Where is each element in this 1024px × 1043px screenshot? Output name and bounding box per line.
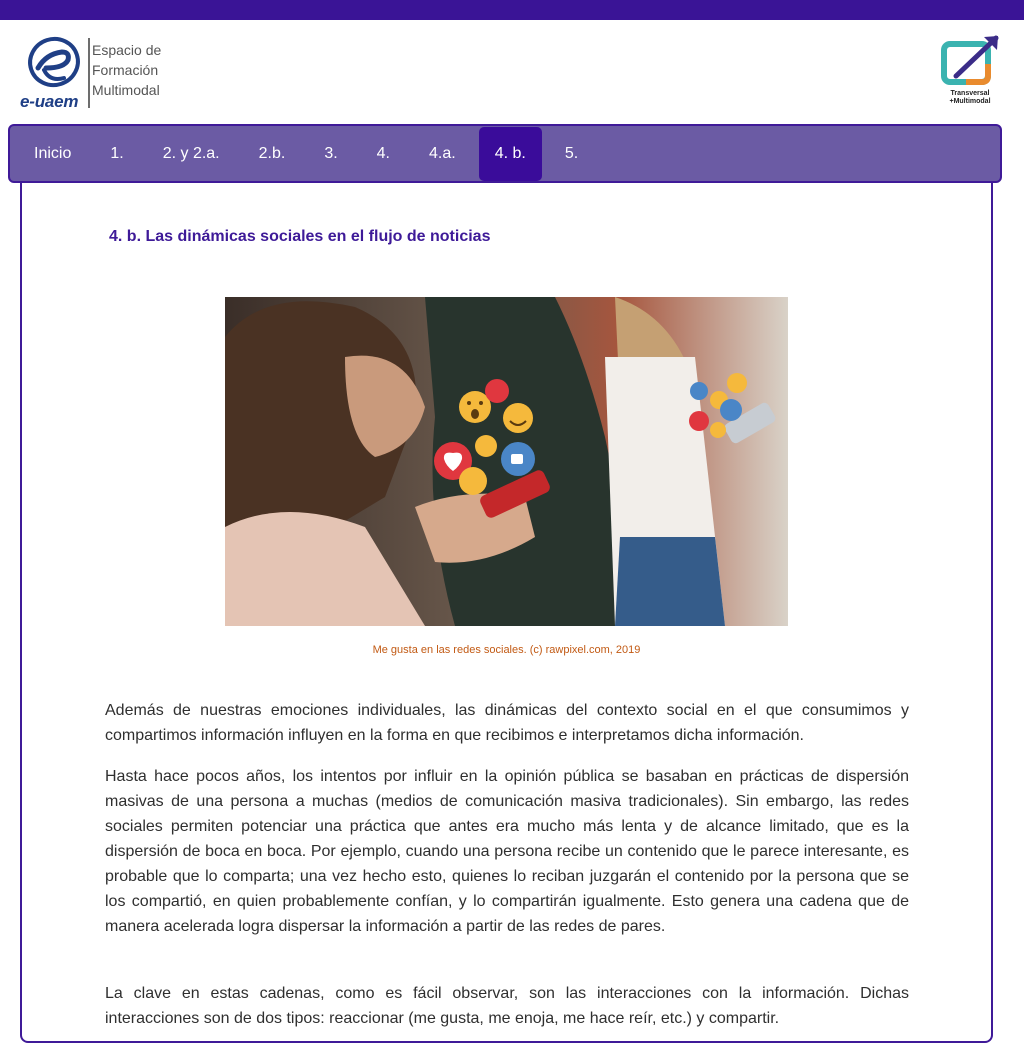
- nav-item-4b[interactable]: 4. b.: [479, 127, 542, 181]
- main-nav: [8, 124, 1002, 183]
- nav-item-inicio[interactable]: Inicio: [34, 144, 72, 162]
- transversal-logo-icon: [938, 34, 1002, 90]
- nav-item-1[interactable]: 1.: [110, 144, 124, 162]
- e-uaem-logo[interactable]: [20, 34, 180, 110]
- nav-item-2b[interactable]: 2.b.: [258, 144, 286, 162]
- logo-separator: [88, 38, 90, 108]
- nav-item-5[interactable]: 5.: [564, 144, 579, 162]
- right-logo-line: Transversal: [950, 90, 990, 97]
- photo-caption: Me gusta en las redes sociales. (c) rawpixel.com, 2019: [372, 644, 641, 656]
- paragraph-2: Hasta hace pocos años, los intentos por influir en la opinión pública se basaban en prácticas de dispersión masivas de una persona a muchas (medios de comunicación masiva tradicionales). Sin embargo, las redes sociales permiten potenciar una práctica que antes era mucho más lenta y de alcance limitado, que es la dispersión de boca en boca. Por ejemplo, cuando una persona recibe un contenido que le parece interesante, es probable que lo comparta; una vez hecho esto, quienes lo reciban juzgarán el contenido por la persona que se los compartió, en quien probablemente confían, y lo compartirán igualmente. Esto genera una cadena que de manera acelerada logra dispersar la información a partir de las redes de pares.: [105, 768, 909, 935]
- nav-item-2-2a[interactable]: 2. y 2.a.: [162, 144, 220, 162]
- e-uaem-logo-icon: [24, 34, 84, 92]
- paragraph-3: La clave en estas cadenas, como es fácil observar, son las interacciones con la información. Dichas interacciones son de dos tipos: reaccionar (me gusta, me enoja, me hace reír, etc.) y compartir.: [105, 985, 909, 1027]
- nav-item-4a[interactable]: 4.a.: [429, 144, 456, 162]
- logo-text-line: Espacio de: [92, 42, 162, 58]
- nav-item-4[interactable]: 4.: [376, 144, 390, 162]
- nav-item-3[interactable]: 3.: [324, 144, 338, 162]
- right-logo-text: [938, 90, 1002, 106]
- transversal-multimodal-logo[interactable]: [938, 34, 1002, 106]
- logo-text-line: Multimodal: [92, 82, 160, 98]
- logo-text-line: Formación: [92, 62, 159, 78]
- top-strip: [0, 0, 1024, 20]
- logo-wordmark: e-uaem: [20, 92, 79, 111]
- logo-text: [92, 40, 161, 100]
- photo-illustration: [225, 297, 788, 626]
- paragraph-1: Además de nuestras emociones individuales, las dinámicas del contexto social en el que consumimos y compartimos información influyen en la forma en que recibimos e interpretamos dicha información.: [105, 702, 909, 744]
- social-media-photo: [225, 297, 788, 626]
- right-logo-line: +Multimodal: [949, 98, 991, 105]
- section-title: 4. b. Las dinámicas sociales en el flujo de noticias: [109, 228, 491, 245]
